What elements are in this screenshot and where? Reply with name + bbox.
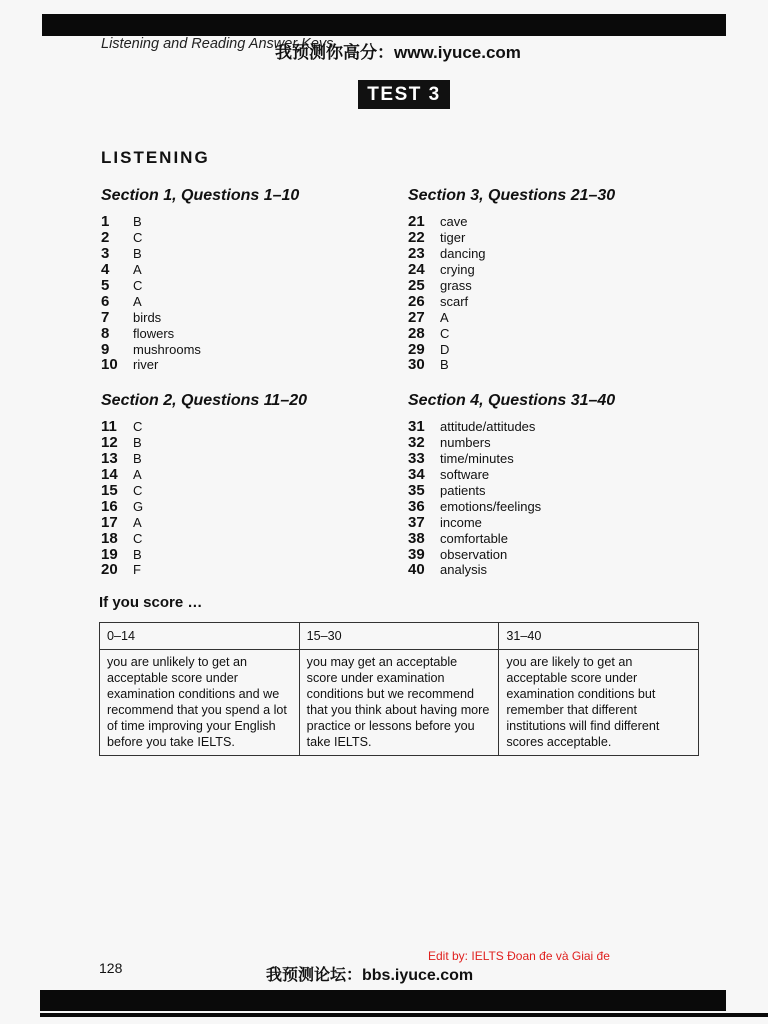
section-2-answers	[101, 419, 143, 578]
answer-item	[101, 278, 201, 294]
answer-text: crying	[440, 262, 475, 278]
score-band-header: 15–30	[299, 623, 499, 650]
question-number: 29	[408, 340, 425, 358]
question-number: 6	[101, 292, 110, 310]
question-number: 19	[101, 545, 118, 563]
question-number: 26	[408, 292, 425, 310]
answer-item	[408, 514, 541, 530]
answer-text: tiger	[440, 230, 466, 246]
answer-item	[101, 483, 143, 499]
answer-text: emotions/feelings	[440, 498, 542, 514]
section-3-answers	[408, 214, 486, 373]
answer-text: B	[133, 246, 142, 262]
answer-item	[101, 498, 143, 514]
answer-text: G	[133, 498, 144, 514]
question-number: 35	[408, 482, 425, 500]
answer-item	[101, 435, 143, 451]
answer-text: C	[133, 483, 143, 498]
question-number: 5	[101, 277, 110, 295]
question-number: 36	[408, 497, 425, 515]
question-number: 25	[408, 277, 425, 295]
answer-item	[408, 309, 486, 325]
question-number: 16	[101, 497, 118, 515]
edit-by-note: Edit by: IELTS Đoan đe và Giai đe	[428, 949, 610, 963]
score-table	[99, 622, 699, 756]
answer-text: B	[440, 357, 449, 373]
question-number: 31	[408, 418, 425, 436]
answer-item	[408, 435, 541, 451]
question-number: 37	[408, 513, 425, 531]
question-number: 38	[408, 529, 425, 547]
score-band-advice: you are likely to get an acceptable score under examination conditions but remember that different institutions will find different scores acceptable.	[499, 650, 699, 756]
listening-heading: LISTENING	[101, 148, 210, 167]
question-number: 7	[101, 308, 110, 326]
answer-item	[101, 562, 143, 578]
bottom-black-bar	[40, 990, 726, 1011]
top-black-bar	[42, 14, 726, 36]
answer-item	[101, 530, 143, 546]
question-number: 10	[101, 356, 118, 374]
answer-item	[408, 562, 541, 578]
answer-text: comfortable	[440, 530, 508, 546]
question-number: 33	[408, 450, 425, 468]
answer-item	[101, 451, 143, 467]
question-number: 18	[101, 529, 118, 547]
question-number: 14	[101, 466, 118, 484]
score-band-advice: you may get an acceptable score under examination conditions but we recommend that you think about having more practice or lessons before you take IELTS.	[299, 650, 499, 756]
answer-item	[408, 498, 541, 514]
question-number: 28	[408, 324, 425, 342]
answer-text: F	[133, 562, 141, 578]
answer-text: cave	[440, 214, 468, 230]
answer-item	[101, 419, 143, 435]
question-number: 22	[408, 229, 425, 247]
answer-text: D	[440, 341, 450, 357]
section-1-title: Section 1, Questions 1–10	[101, 187, 300, 204]
section-4-title: Section 4, Questions 31–40	[408, 392, 616, 409]
answer-item	[101, 246, 201, 262]
question-number: 30	[408, 356, 425, 374]
question-number: 39	[408, 545, 425, 563]
answer-item	[101, 341, 201, 357]
answer-item	[101, 230, 201, 246]
answer-text: C	[440, 325, 450, 341]
question-number: 27	[408, 308, 425, 326]
section-3-title: Section 3, Questions 21–30	[408, 187, 616, 204]
answer-item	[101, 546, 143, 562]
answer-text: numbers	[440, 435, 491, 451]
answer-text: C	[133, 230, 143, 246]
answer-item	[408, 293, 486, 309]
answer-text: A	[133, 293, 142, 309]
answer-text: scarf	[440, 293, 469, 309]
answer-item	[408, 483, 541, 499]
answer-item	[408, 530, 541, 546]
answer-item	[408, 357, 486, 373]
answer-text: grass	[440, 278, 472, 293]
question-number: 17	[101, 513, 118, 531]
answer-text: C	[133, 530, 143, 546]
answer-item	[408, 546, 541, 562]
section-1-answers	[101, 214, 201, 373]
answer-text: B	[133, 451, 142, 467]
answer-item	[408, 451, 541, 467]
answer-text: B	[133, 435, 142, 451]
question-number: 3	[101, 245, 110, 263]
answer-item	[408, 341, 486, 357]
answer-text: birds	[133, 309, 162, 325]
score-table-header-row	[100, 623, 699, 650]
question-number: 4	[101, 261, 110, 279]
score-band-advice: you are unlikely to get an acceptable score under examination conditions and we recommend that you spend a lot of time improving your English before you take IELTS.	[100, 650, 300, 756]
answer-item	[408, 262, 486, 278]
answer-text: analysis	[440, 562, 487, 578]
score-table-row	[100, 650, 699, 756]
answer-item	[101, 214, 201, 230]
question-number: 40	[408, 561, 425, 579]
question-number: 11	[101, 418, 117, 436]
answer-item	[408, 278, 486, 294]
question-number: 24	[408, 261, 425, 279]
answer-text: time/minutes	[440, 451, 514, 467]
answer-item	[101, 514, 143, 530]
bottom-black-line	[40, 1013, 768, 1017]
answer-text: A	[440, 309, 449, 325]
answer-text: B	[133, 214, 142, 230]
question-number: 13	[101, 450, 118, 468]
question-number: 8	[101, 324, 110, 342]
answer-item	[101, 467, 143, 483]
answer-text: A	[133, 262, 142, 278]
question-number: 32	[408, 434, 425, 452]
answer-item	[408, 467, 541, 483]
question-number: 2	[101, 229, 110, 247]
answer-item	[101, 325, 201, 341]
question-number: 20	[101, 561, 118, 579]
answer-text: income	[440, 514, 482, 530]
answer-text: dancing	[440, 246, 486, 262]
answer-text: river	[133, 357, 159, 373]
answer-item	[101, 357, 201, 373]
answer-text: attitude/attitudes	[440, 419, 536, 435]
answer-text: mushrooms	[133, 341, 201, 357]
question-number: 34	[408, 466, 425, 484]
question-number: 23	[408, 245, 425, 263]
answer-item	[101, 262, 201, 278]
watermark-bottom: 我预测论坛：bbs.iyuce.com	[266, 967, 474, 984]
answer-text: patients	[440, 483, 486, 498]
score-band-header: 0–14	[100, 623, 300, 650]
answer-item	[408, 230, 486, 246]
answer-item	[408, 419, 541, 435]
section-4-answers	[408, 419, 541, 578]
question-number: 9	[101, 340, 110, 358]
answer-item	[101, 293, 201, 309]
question-number: 21	[408, 213, 425, 231]
answer-text: A	[133, 467, 142, 483]
answer-text: observation	[440, 546, 508, 562]
answer-text: C	[133, 278, 143, 293]
question-number: 12	[101, 434, 118, 452]
answer-text: software	[440, 467, 490, 483]
watermark-top: 我预测你高分：www.iyuce.com	[275, 43, 521, 62]
answer-item	[101, 309, 201, 325]
answer-item	[408, 325, 486, 341]
answer-text: C	[133, 419, 143, 435]
answer-text: flowers	[133, 325, 175, 341]
answer-item	[408, 246, 486, 262]
page-number: 128	[99, 960, 123, 976]
score-heading: If you score …	[99, 594, 203, 611]
score-band-header: 31–40	[499, 623, 699, 650]
answer-item	[408, 214, 486, 230]
answer-text: A	[133, 514, 142, 530]
answer-text: B	[133, 546, 142, 562]
test-label: TEST 3	[358, 80, 450, 109]
question-number: 1	[101, 213, 110, 231]
section-2-title: Section 2, Questions 11–20	[101, 392, 308, 409]
question-number: 15	[101, 482, 118, 500]
running-head: Listening and Reading Answer Keys	[101, 36, 334, 52]
